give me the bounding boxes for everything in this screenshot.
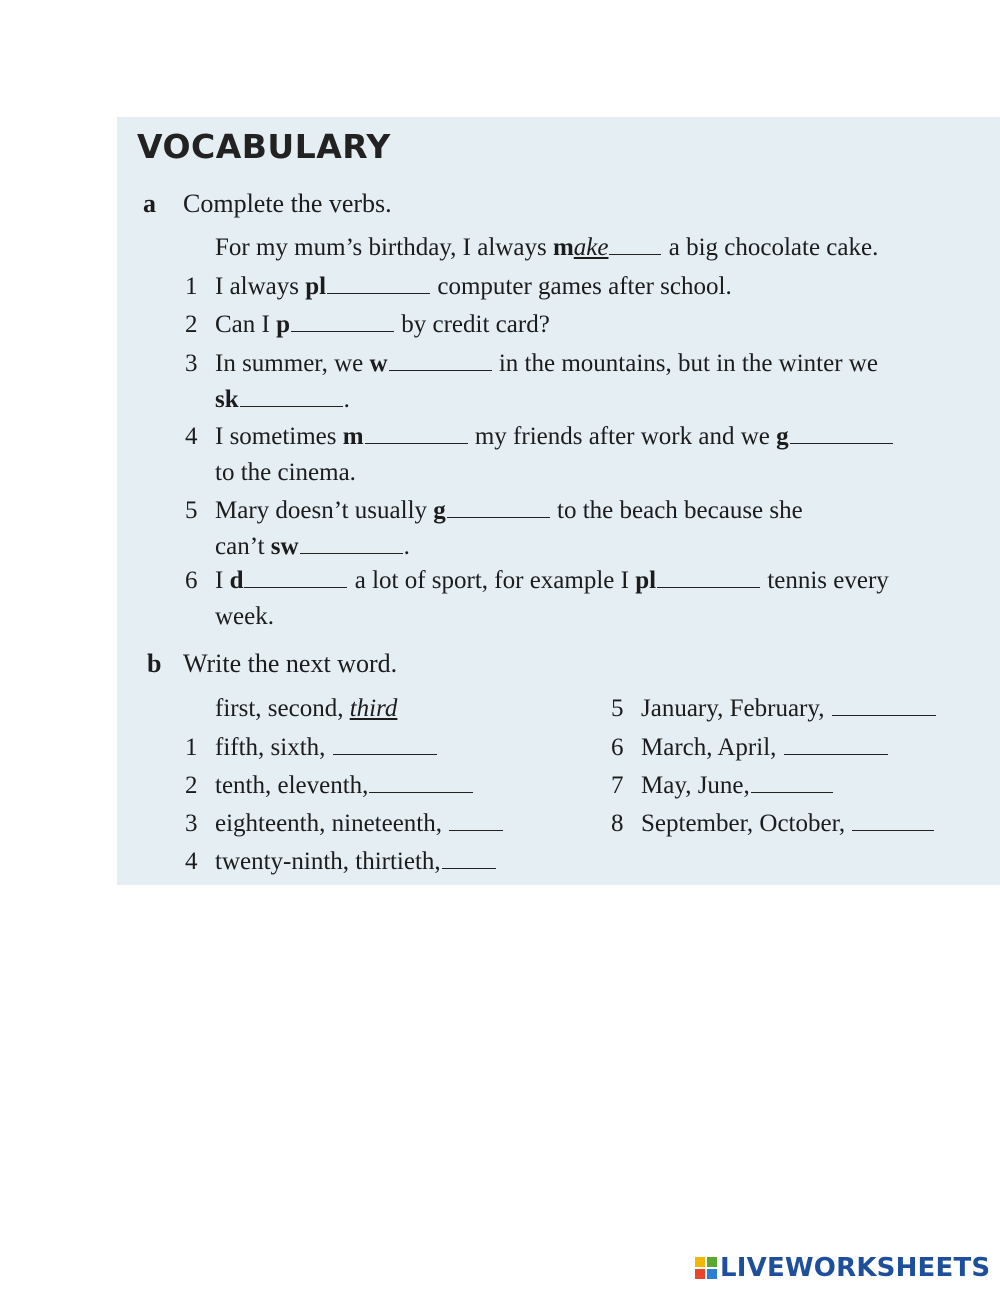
question-a1: I always pl computer games after school. bbox=[215, 273, 732, 300]
item-number: 5 bbox=[611, 695, 624, 722]
page-title: VOCABULARY bbox=[137, 127, 391, 166]
answer-blank[interactable] bbox=[244, 567, 347, 588]
answer-blank[interactable] bbox=[333, 734, 437, 755]
item-number: 2 bbox=[185, 311, 198, 338]
answer-blank[interactable] bbox=[657, 567, 760, 588]
question-b2: tenth, eleventh, bbox=[215, 772, 474, 800]
answer-blank[interactable] bbox=[291, 311, 394, 332]
brand-name: LIVEWORKSHEETS bbox=[720, 1253, 991, 1283]
item-number: 6 bbox=[185, 567, 198, 594]
answer-blank[interactable] bbox=[784, 734, 888, 755]
item-number: 2 bbox=[185, 772, 198, 799]
question-a3: In summer, we w in the mountains, but in the winter we bbox=[215, 350, 878, 377]
item-number: 4 bbox=[185, 423, 198, 450]
liveworksheets-logo-icon bbox=[695, 1257, 717, 1279]
answer-blank[interactable] bbox=[300, 533, 403, 554]
item-number: 7 bbox=[611, 772, 624, 799]
worksheet-page bbox=[117, 117, 1000, 885]
answer-blank[interactable] bbox=[369, 772, 473, 793]
question-a2: Can I p by credit card? bbox=[215, 311, 550, 338]
item-number: 8 bbox=[611, 810, 624, 837]
question-b4: twenty-ninth, thirtieth, bbox=[215, 848, 497, 876]
item-number: 4 bbox=[185, 848, 198, 875]
item-number: 1 bbox=[185, 273, 198, 300]
answer-blank[interactable] bbox=[447, 497, 550, 518]
item-number: 5 bbox=[185, 497, 198, 524]
section-b-letter: b bbox=[147, 649, 162, 678]
question-a4-cont: to the cinema. bbox=[215, 459, 356, 486]
item-number: 3 bbox=[185, 810, 198, 837]
question-a5: Mary doesn’t usually g to the beach because she bbox=[215, 497, 803, 524]
example-answer: ake bbox=[573, 234, 609, 261]
answer-blank[interactable] bbox=[449, 810, 503, 831]
example-sentence-b: first, second, third bbox=[215, 695, 398, 722]
question-a3-cont: sk . bbox=[215, 386, 350, 413]
answer-blank[interactable] bbox=[790, 423, 893, 444]
example-sentence-a: For my mum’s birthday, I always make a big chocolate cake. bbox=[215, 234, 879, 261]
question-a6-cont: week. bbox=[215, 603, 274, 630]
answer-blank[interactable] bbox=[751, 772, 833, 793]
answer-blank[interactable] bbox=[327, 273, 430, 294]
item-number: 3 bbox=[185, 350, 198, 377]
question-a4: I sometimes m my friends after work and we g bbox=[215, 423, 894, 451]
answer-blank[interactable] bbox=[365, 423, 468, 444]
answer-blank[interactable] bbox=[442, 848, 496, 869]
item-number: 6 bbox=[611, 734, 624, 761]
answer-blank[interactable] bbox=[389, 350, 492, 371]
section-a-instruction: Complete the verbs. bbox=[183, 189, 392, 218]
question-a5-cont: can’t sw . bbox=[215, 533, 410, 560]
item-number: 1 bbox=[185, 734, 198, 761]
answer-blank[interactable] bbox=[832, 695, 936, 716]
question-b5: January, February, bbox=[641, 695, 937, 723]
liveworksheets-brand[interactable] bbox=[695, 1253, 990, 1283]
question-b1: fifth, sixth, bbox=[215, 734, 438, 762]
question-b7: May, June, bbox=[641, 772, 834, 800]
question-b3: eighteenth, nineteenth, bbox=[215, 810, 504, 838]
section-a-letter: a bbox=[143, 189, 156, 218]
answer-blank[interactable] bbox=[240, 386, 343, 407]
question-b6: March, April, bbox=[641, 734, 889, 762]
answer-blank[interactable] bbox=[852, 810, 934, 831]
section-b-instruction: Write the next word. bbox=[183, 649, 398, 678]
question-b8: September, October, bbox=[641, 810, 935, 838]
example-answer: third bbox=[349, 695, 398, 722]
question-a6: I d a lot of sport, for example I pl tennis every bbox=[215, 567, 889, 594]
